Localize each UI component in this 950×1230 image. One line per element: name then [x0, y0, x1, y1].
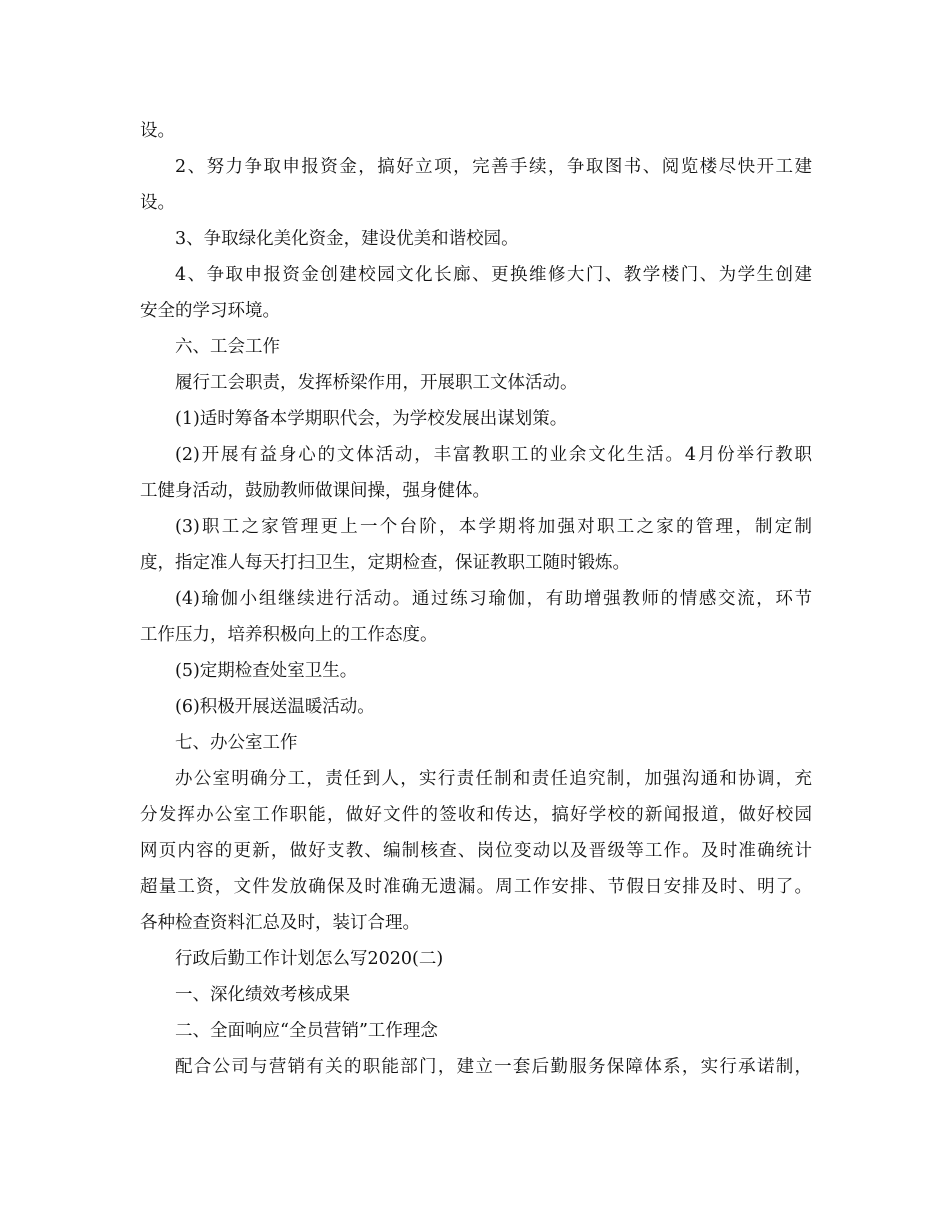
text-line: 履行工会职责，发挥桥梁作用，开展职工文体活动。 — [175, 373, 578, 393]
text-line: (6)积极开展送温暖活动。 — [175, 697, 375, 717]
text-line: 设。 — [140, 121, 175, 141]
document-body — [140, 113, 812, 1085]
text-line: (4)瑜伽小组继续进行活动。通过练习瑜伽，有助增强教师的情感交流，环节 — [175, 589, 812, 609]
text-line: 七、办公室工作 — [175, 733, 298, 753]
text-line: 配合公司与营销有关的职能部门，建立一套后勤服务保障体系，实行承诺制， — [175, 1057, 812, 1077]
text-line: 办公室明确分工，责任到人，实行责任制和责任追究制，加强沟通和协调，充 — [175, 769, 812, 789]
text-line: 工作压力，培养积极向上的工作态度。 — [140, 625, 438, 645]
text-line: 2、努力争取申报资金，搞好立项，完善手续，争取图书、阅览楼尽快开工建 — [175, 157, 812, 177]
text-line: 一、深化绩效考核成果 — [175, 985, 350, 1005]
text-line: (5)定期检查处室卫生。 — [175, 661, 358, 681]
text-line: (2)开展有益身心的文体活动，丰富教职工的业余文化生活。4月份举行教职 — [175, 445, 812, 465]
text-line: 4、争取申报资金创建校园文化长廊、更换维修大门、教学楼门、为学生创建 — [175, 265, 812, 285]
text-line: 工健身活动，鼓励教师做课间操，强身健体。 — [140, 481, 490, 501]
text-line: 各种检查资料汇总及时，装订合理。 — [140, 913, 420, 933]
text-line: 行政后勤工作计划怎么写2020(二) — [175, 949, 444, 969]
text-line: 二、全面响应“全员营销”工作理念 — [175, 1021, 438, 1041]
text-line: 设。 — [140, 193, 175, 213]
text-line: (3)职工之家管理更上一个台阶，本学期将加强对职工之家的管理，制定制 — [175, 517, 812, 537]
text-line: (1)适时筹备本学期职代会，为学校发展出谋划策。 — [175, 409, 568, 429]
text-line: 分发挥办公室工作职能，做好文件的签收和传达，搞好学校的新闻报道，做好校园 — [140, 805, 812, 825]
text-line: 3、争取绿化美化资金，建设优美和谐校园。 — [175, 229, 519, 249]
text-line: 网页内容的更新，做好支教、编制核查、岗位变动以及晋级等工作。及时准确统计 — [140, 841, 812, 861]
text-line: 超量工资，文件发放确保及时准确无遗漏。周工作安排、节假日安排及时、明了。 — [140, 877, 812, 897]
text-line: 度，指定准人每天打扫卫生，定期检查，保证教职工随时锻炼。 — [140, 553, 630, 573]
text-line: 六、工会工作 — [175, 337, 280, 357]
text-line: 安全的学习环境。 — [140, 301, 280, 321]
